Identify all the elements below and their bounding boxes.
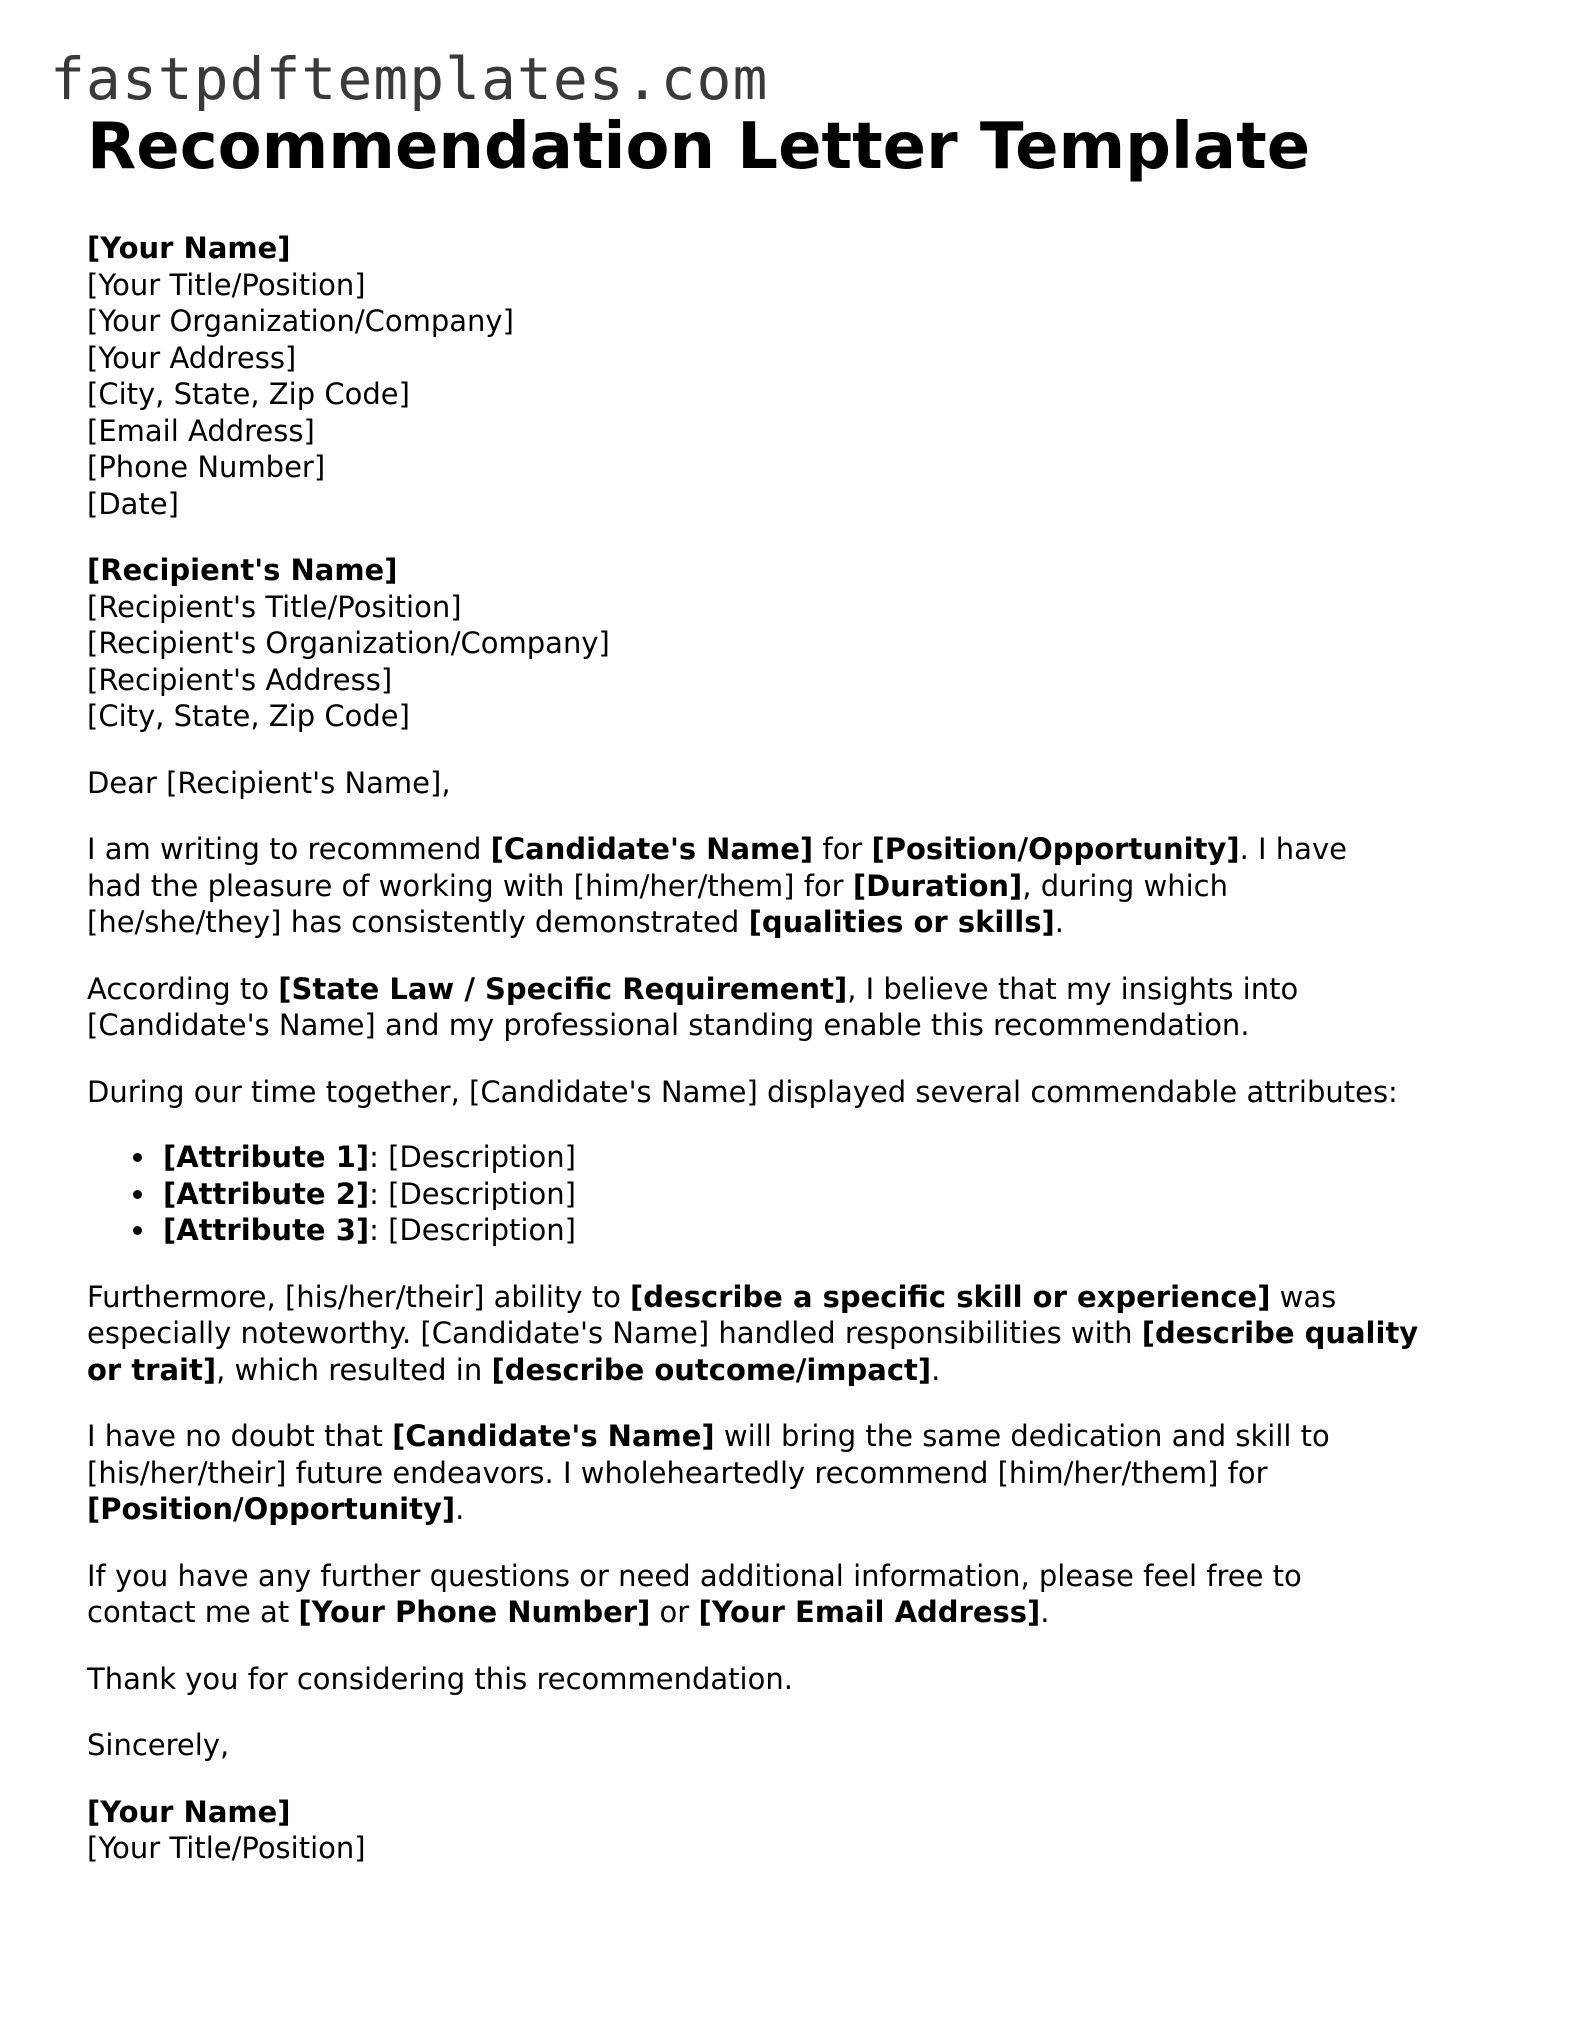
recipient-organization: [Recipient's Organization/Company] bbox=[87, 626, 610, 660]
signature-title: [Your Title/Position] bbox=[87, 1831, 366, 1865]
paragraph-requirement: According to [State Law / Specific Requirement], I believe that my insights into [Candidate's Name] and my professional standing enable this recommendation. bbox=[87, 971, 1299, 1042]
paragraph-introduction: I am writing to recommend [Candidate's Name] for [Position/Opportunity]. I have had the pleasure of working with [him/her/them] for [Duration], during which [he/she/they] has consistently demonstrated [qualities or skills]. bbox=[87, 832, 1347, 939]
sender-title: [Your Title/Position] bbox=[87, 267, 366, 302]
list-item: [Attribute 3]: [Description] bbox=[163, 1212, 1507, 1249]
signature-name: [Your Name] bbox=[87, 1794, 291, 1829]
list-item: [Attribute 2]: [Description] bbox=[163, 1176, 1507, 1213]
recipient-city-state-zip: [City, State, Zip Code] bbox=[87, 699, 410, 733]
letter-document bbox=[87, 108, 1507, 1867]
sender-phone: [Phone Number] bbox=[87, 450, 326, 484]
letter-date: [Date] bbox=[87, 486, 179, 521]
paragraph-endorsement: I have no doubt that [Candidate's Name] will bring the same dedication and skill to [his/her/their] future endeavors. I wholeheartedly recommend [him/her/them] for [Position/Opportunity]. bbox=[87, 1419, 1330, 1526]
paragraph-thanks: Thank you for considering this recommendation. bbox=[87, 1661, 793, 1696]
recipient-name: [Recipient's Name] bbox=[87, 553, 398, 587]
paragraph-contact: If you have any further questions or need additional information, please feel free to contact me at [Your Phone Number] or [Your Email Address]. bbox=[87, 1558, 1302, 1629]
list-item: [Attribute 1]: [Description] bbox=[163, 1139, 1507, 1176]
sender-city-state-zip: [City, State, Zip Code] bbox=[87, 377, 410, 411]
page-title: Recommendation Letter Template bbox=[87, 110, 1311, 184]
recipient-address: [Recipient's Address] bbox=[87, 662, 393, 697]
watermark: fastpdftemplates.com bbox=[50, 45, 769, 113]
closing: Sincerely, bbox=[87, 1728, 230, 1762]
paragraph-attributes-intro: During our time together, [Candidate's Name] displayed several commendable attributes: bbox=[87, 1074, 1398, 1109]
recipient-block bbox=[87, 552, 1507, 735]
sender-name: [Your Name] bbox=[87, 231, 291, 265]
sender-block bbox=[87, 230, 1507, 522]
paragraph-skills: Furthermore, [his/her/their] ability to [describe a specific skill or experience] was especially noteworthy. [Candidate's Name] handled responsibilities with [describe quality or trait], which resulted in [describe outcome/impact]. bbox=[87, 1279, 1419, 1387]
recipient-title: [Recipient's Title/Position] bbox=[87, 589, 462, 624]
attributes-list bbox=[87, 1139, 1507, 1249]
sender-organization: [Your Organization/Company] bbox=[87, 304, 514, 338]
sender-email: [Email Address] bbox=[87, 413, 315, 448]
salutation: Dear [Recipient's Name], bbox=[87, 765, 451, 800]
sender-address: [Your Address] bbox=[87, 340, 297, 375]
signature-block bbox=[87, 1794, 1507, 1867]
